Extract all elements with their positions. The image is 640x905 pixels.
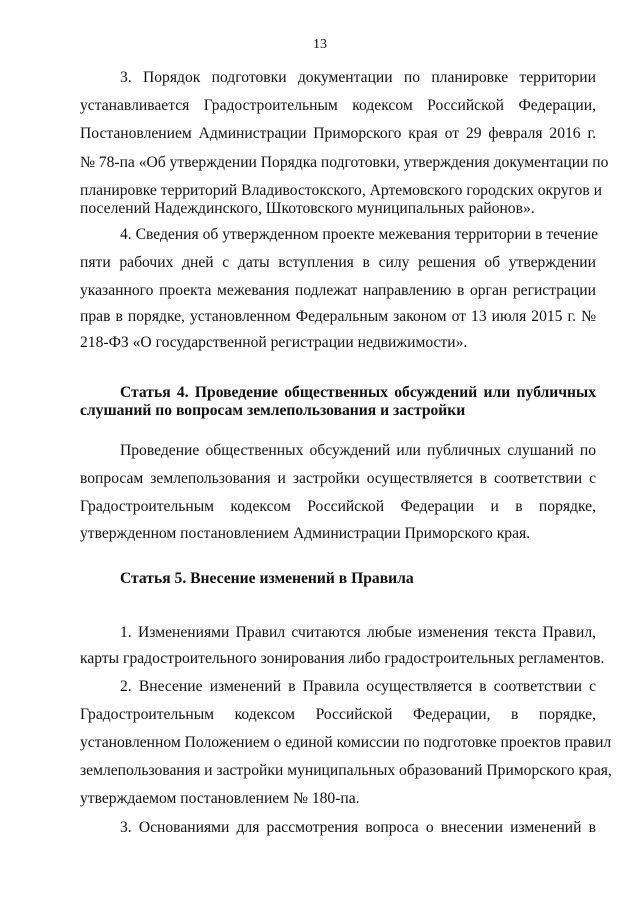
paragraph-line: устанавливается Градостроительным кодексом Российской Федерации, (80, 97, 596, 114)
paragraph-line: 218-ФЗ «О государственной регистрации недвижимости». (80, 334, 468, 351)
article-heading: слушаний по вопросам землепользования и застройки (80, 402, 466, 419)
paragraph-line: 3. Основаниями для рассмотрения вопроса о внесении изменений в (120, 819, 596, 836)
article-heading: Статья 4. Проведение общественных обсуждений или публичных (120, 384, 596, 401)
paragraph-line: прав в порядке, установленном Федеральным законом от 13 июля 2015 г. № (80, 308, 596, 325)
paragraph-line: Проведение общественных обсуждений или публичных слушаний по (120, 442, 596, 459)
paragraph-line: указанного проекта межевания подлежат направлению в орган регистрации (80, 282, 596, 299)
paragraph-line: 2. Внесение изменений в Правила осуществляется в соответствии с (120, 678, 596, 695)
page-number: 13 (313, 37, 327, 52)
paragraph-line: 1. Изменениями Правил считаются любые изменения текста Правил, (120, 624, 596, 641)
paragraph-line: 4. Сведения об утвержденном проекте межевания территории в течение (120, 226, 599, 243)
paragraph-line: карты градостроительного зонирования либо градостроительных регламентов. (80, 650, 605, 667)
paragraph-line: № 78-па «Об утверждении Порядка подготовки, утверждения документации по (80, 154, 609, 171)
article-heading: Статья 5. Внесение изменений в Правила (120, 570, 414, 587)
paragraph-line: установленном Положением о единой комиссии по подготовке проектов правил (80, 734, 612, 751)
paragraph-line: поселений Надеждинского, Шкотовского муниципальных районов». (80, 200, 535, 217)
paragraph-line: вопросам землепользования и застройки осуществляется в соответствии с (80, 470, 596, 487)
paragraph-line: Градостроительным кодексом Российской Федерации и в порядке, (80, 498, 596, 515)
paragraph-line: утверждаемом постановлением № 180-па. (80, 790, 360, 807)
paragraph-line: утвержденном постановлением Администрации Приморского края. (80, 525, 531, 542)
paragraph-line: Постановлением Администрации Приморского края от 29 февраля 2016 г. (80, 125, 596, 142)
paragraph-line: пяти рабочих дней с даты вступления в силу решения об утверждении (80, 254, 596, 271)
paragraph-line: Градостроительным кодексом Российской Федерации, в порядке, (80, 706, 596, 723)
paragraph-line: землепользования и застройки муниципальных образований Приморского края, (80, 762, 612, 779)
paragraph-line: планировке территорий Владивостокского, Артемовского городских округов и (80, 182, 602, 199)
paragraph-line: 3. Порядок подготовки документации по планировке территории (120, 69, 596, 86)
